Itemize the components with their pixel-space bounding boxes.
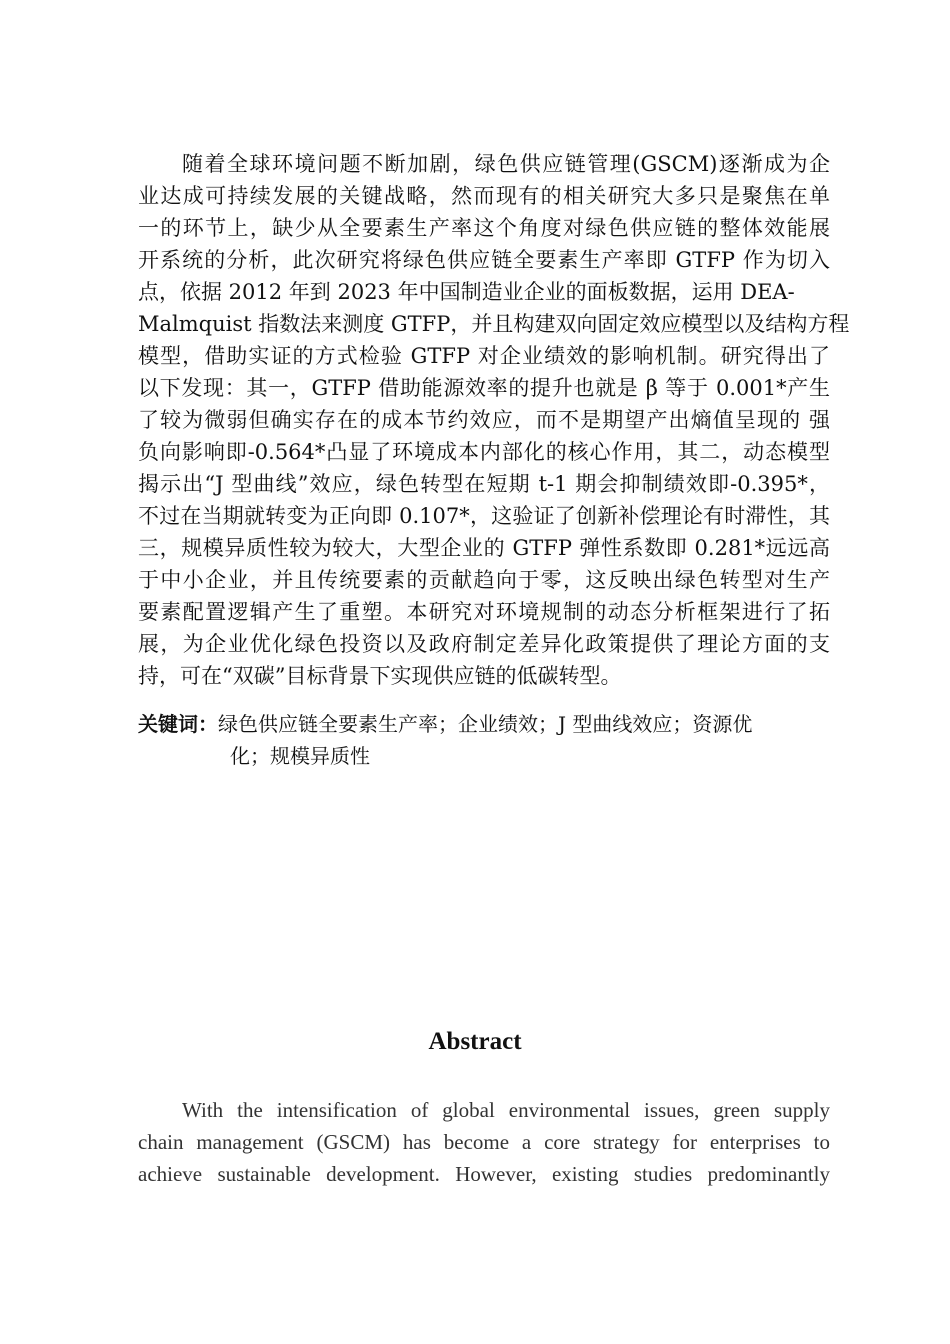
abstract-line: 模型，借助实证的方式检验 GTFP 对企业绩效的影响机制。研究得出了: [138, 344, 830, 368]
keywords-text: 绿色供应链全要素生产率；企业绩效；J 型曲线效应；资源优: [218, 712, 753, 736]
abstract-line: 业达成可持续发展的关键战略，然而现有的相关研究大多只是聚焦在单: [138, 184, 830, 208]
abstract-line: achieve sustainable development. However, existing studies predominantly: [138, 1162, 830, 1186]
abstract-line: 持，可在“双碳”目标背景下实现供应链的低碳转型。: [138, 664, 622, 688]
abstract-line: 揭示出“J 型曲线”效应，绿色转型在短期 t-1 期会抑制绩效即-0.395*，: [138, 472, 830, 496]
abstract-line: 随着全球环境问题不断加剧，绿色供应链管理(GSCM)逐渐成为企: [182, 152, 830, 176]
abstract-line: 以下发现：其一，GTFP 借助能源效率的提升也就是 β 等于 0.001*产生: [138, 376, 830, 400]
abstract-line: Malmquist 指数法来测度 GTFP，并且构建双向固定效应模型以及结构方程: [138, 312, 850, 336]
abstract-line: 于中小企业，并且传统要素的贡献趋向于零，这反映出绿色转型对生产: [138, 568, 830, 592]
keywords-line-1: [138, 708, 752, 740]
english-abstract-title: Abstract: [428, 1028, 522, 1055]
abstract-line: 不过在当期就转变为正向即 0.107*，这验证了创新补偿理论有时滞性，其: [138, 504, 830, 528]
abstract-line: 要素配置逻辑产生了重塑。本研究对环境规制的动态分析框架进行了拓: [138, 600, 830, 624]
abstract-line: 了较为微弱但确实存在的成本节约效应，而不是期望产出熵值呈现的 强: [138, 408, 830, 432]
abstract-line: 开系统的分析，此次研究将绿色供应链全要素生产率即 GTFP 作为切入: [138, 248, 830, 272]
abstract-line: With the intensification of global environmental issues, green supply: [182, 1098, 830, 1122]
keywords-line-2: 化；规模异质性: [230, 744, 370, 768]
abstract-line: 三，规模异质性较为较大，大型企业的 GTFP 弹性系数即 0.281*远远高: [138, 536, 830, 560]
abstract-line: chain management (GSCM) has become a core strategy for enterprises to: [138, 1130, 830, 1154]
abstract-line: 点，依据 2012 年到 2023 年中国制造业企业的面板数据，运用 DEA-: [138, 280, 795, 304]
abstract-line: 展，为企业优化绿色投资以及政府制定差异化政策提供了理论方面的支: [138, 632, 830, 656]
keywords-label: 关键词：: [138, 712, 218, 736]
abstract-line: 负向影响即-0.564*凸显了环境成本内部化的核心作用，其二，动态模型: [138, 440, 830, 464]
abstract-line: 一的环节上，缺少从全要素生产率这个角度对绿色供应链的整体效能展: [138, 216, 830, 240]
